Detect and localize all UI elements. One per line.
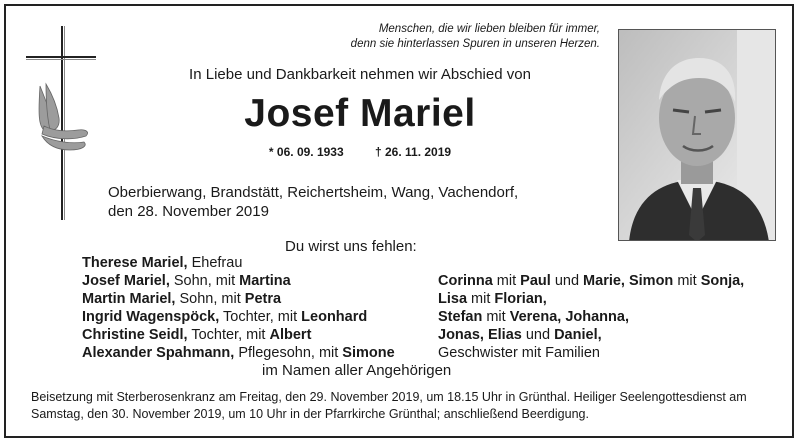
behalf-text: im Namen aller Angehörigen [262, 362, 452, 379]
relative-name: Alexander Spahmann, [82, 345, 235, 361]
relatives-right-list [438, 272, 788, 362]
death-date: † 26. 11. 2019 [375, 145, 452, 159]
relative-name: Daniel, [554, 327, 602, 343]
relative-line [438, 344, 788, 362]
places-line: Oberbierwang, Brandstätt, Reichertsheim, Wang, Vachendorf, [108, 184, 519, 201]
relative-name: Florian, [494, 291, 547, 307]
relative-line [438, 326, 788, 344]
relative-relation: Ehefrau [187, 255, 243, 271]
relative-name: Christine Seidl, [82, 327, 188, 343]
portrait-image [619, 30, 776, 241]
relative-name: Martin Mariel, [82, 291, 176, 307]
motto-line: Menschen, die wir lieben bleiben für immer, [378, 23, 600, 35]
relative-name: Verena, Johanna, [509, 309, 629, 325]
funeral-line: Samstag, den 30. November 2019, um 10 Uhr in der Pfarrkirche Grünthal; anschließend Beerdigung. [31, 407, 589, 421]
places-and-date [108, 183, 578, 221]
relative-name: Marie, Simon [583, 273, 674, 289]
relative-line [82, 254, 442, 272]
farewell-heading: Du wirst uns fehlen: [285, 238, 417, 255]
relative-relation: Geschwister mit Familien [438, 345, 600, 361]
relative-relation: Tochter, mit [187, 327, 270, 343]
relative-line [438, 290, 788, 308]
relative-name: Lisa [438, 291, 468, 307]
relative-line [82, 344, 442, 362]
relative-relation: und [521, 327, 555, 343]
relative-relation: Sohn, mit [169, 273, 240, 289]
relative-relation: Tochter, mit [219, 309, 302, 325]
relative-name: Corinna [438, 273, 493, 289]
intro-text: In Liebe und Dankbarkeit nehmen wir Abschied von [189, 66, 531, 83]
birth-date: * 06. 09. 1933 [268, 145, 344, 159]
relative-name: Stefan [438, 309, 483, 325]
relative-line [82, 290, 442, 308]
relative-name: Leonhard [301, 309, 368, 325]
relative-name: Simone [342, 345, 395, 361]
relative-name: Jonas, Elias [438, 327, 522, 343]
deceased-name: Josef Mariel [244, 92, 476, 135]
relatives-left-list [82, 254, 442, 362]
relative-relation: mit [467, 291, 495, 307]
relative-name: Therese Mariel, [82, 255, 188, 271]
relative-name: Paul [520, 273, 551, 289]
date-line: den 28. November 2019 [108, 203, 269, 220]
relative-relation: mit [492, 273, 521, 289]
relative-name: Albert [269, 327, 312, 343]
funeral-line: Beisetzung mit Sterberosenkranz am Freitag, den 29. November 2019, um 18.15 Uhr in Grünthal. Heiliger Seelengottesdienst am [31, 390, 747, 404]
life-dates [150, 145, 570, 159]
motto-line: denn sie hinterlassen Spuren in unseren Herzen. [350, 38, 600, 50]
relative-relation: Pflegesohn, mit [234, 345, 343, 361]
relative-line [438, 272, 788, 290]
relative-relation: mit [482, 309, 510, 325]
relative-line [82, 308, 442, 326]
relative-line [82, 326, 442, 344]
portrait-photo [618, 29, 776, 241]
relative-relation: Sohn, mit [175, 291, 245, 307]
cross-with-praying-hands-icon [26, 26, 96, 220]
relative-relation: und [550, 273, 584, 289]
relative-line [82, 272, 442, 290]
relative-relation: mit [673, 273, 701, 289]
relative-name: Petra [244, 291, 282, 307]
motto [200, 22, 600, 52]
relative-line [438, 308, 788, 326]
relative-name: Josef Mariel, [82, 273, 170, 289]
relative-name: Ingrid Wagenspöck, [82, 309, 220, 325]
relative-name: Sonja, [700, 273, 745, 289]
funeral-details [31, 389, 775, 423]
relative-name: Martina [239, 273, 291, 289]
